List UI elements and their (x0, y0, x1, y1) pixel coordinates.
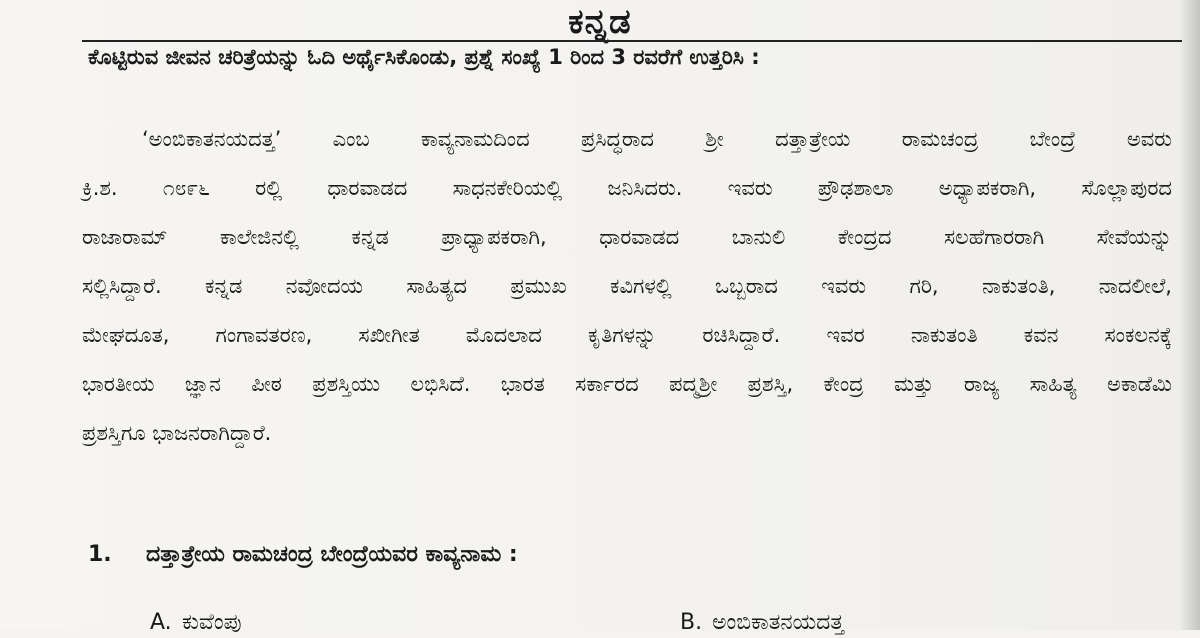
option-label: A. (150, 610, 172, 635)
passage-line: ಭಾರತೀಯ ಜ್ಞಾನ ಪೀಠ ಪ್ರಶಸ್ತಿಯು ಲಭಿಸಿದೆ. ಭಾರತ ಸರ್ಕಾರದ ಪದ್ಮಶ್ರೀ ಪ್ರಶಸ್ತಿ, ಕೇಂದ್ರ ಮತ್ತು ರಾಜ್ಯ ಸಾಹಿತ್ಯ ಅಕಾಡೆಮಿ (82, 372, 1172, 396)
page-edge-shadow (1178, 0, 1200, 630)
question-number: 1. (88, 542, 112, 567)
passage-line: ಪ್ರಶಸ್ತಿಗೂ ಭಾಜನರಾಗಿದ್ದಾರೆ. (82, 421, 272, 445)
passage-line: ರಾಜಾರಾಮ್ ಕಾಲೇಜಿನಲ್ಲಿ ಕನ್ನಡ ಪ್ರಾಧ್ಯಾಪಕರಾಗಿ, ಧಾರವಾಡದ ಬಾನುಲಿ ಕೇಂದ್ರದ ಸಲಹೆಗಾರರಾಗಿ ಸೇವೆಯನ್ನು (82, 225, 1172, 249)
option-text: ಅಂಬಿಕಾತನಯದತ್ತ (712, 610, 844, 635)
option-label: B. (680, 610, 703, 635)
passage-line: ಸಲ್ಲಿಸಿದ್ದಾರೆ. ಕನ್ನಡ ನವೋದಯ ಸಾಹಿತ್ಯದ ಪ್ರಮುಖ ಕವಿಗಳಲ್ಲಿ ಒಬ್ಬರಾದ ಇವರು ಗರಿ, ನಾಕುತಂತಿ, ನಾದಲೀಲೆ, (82, 274, 1172, 298)
instruction-text: ಕೊಟ್ಟಿರುವ ಜೀವನ ಚರಿತ್ರೆಯನ್ನು ಓದಿ ಅರ್ಥೈಸಿಕೊಂಡು, ಪ್ರಶ್ನೆ ಸಂಖ್ಯೆ 1 ರಿಂದ 3 ರವರೆಗೆ ಉತ್ತರಿಸಿ : (88, 45, 760, 69)
question-1 (88, 538, 518, 572)
option-b (680, 608, 844, 638)
passage-line: ‘ಅಂಬಿಕಾತನಯದತ್ತ’ ಎಂಬ ಕಾವ್ಯನಾಮದಿಂದ ಪ್ರಸಿದ್ಧರಾದ ಶ್ರೀ ದತ್ತಾತ್ರೇಯ ರಾಮಚಂದ್ರ ಬೇಂದ್ರೆ ಅವರು (142, 127, 1172, 151)
question-text: ದತ್ತಾತ್ರೇಯ ರಾಮಚಂದ್ರ ಬೇಂದ್ರೆಯವರ ಕಾವ್ಯನಾಮ : (146, 542, 518, 567)
option-text: ಕುವೆಂಪು (182, 610, 242, 635)
passage-line: ಕ್ರಿ.ಶ. ೧೮೯೬ ರಲ್ಲಿ ಧಾರವಾಡದ ಸಾಧನಕೇರಿಯಲ್ಲಿ ಜನಿಸಿದರು. ಇವರು ಪ್ರೌಢಶಾಲಾ ಅಧ್ಯಾಪಕರಾಗಿ, ಸೊಲ್ಲಾಪುರದ (82, 176, 1172, 200)
page-title: ಕನ್ನಡ (568, 2, 632, 42)
option-a (150, 608, 242, 638)
passage-line: ಮೇಘದೂತ, ಗಂಗಾವತರಣ, ಸಖೀಗೀತ ಮೊದಲಾದ ಕೃತಿಗಳನ್ನು ರಚಿಸಿದ್ದಾರೆ. ಇವರ ನಾಕುತಂತಿ ಕವನ ಸಂಕಲನಕ್ಕೆ (82, 323, 1172, 347)
passage (82, 115, 1172, 458)
